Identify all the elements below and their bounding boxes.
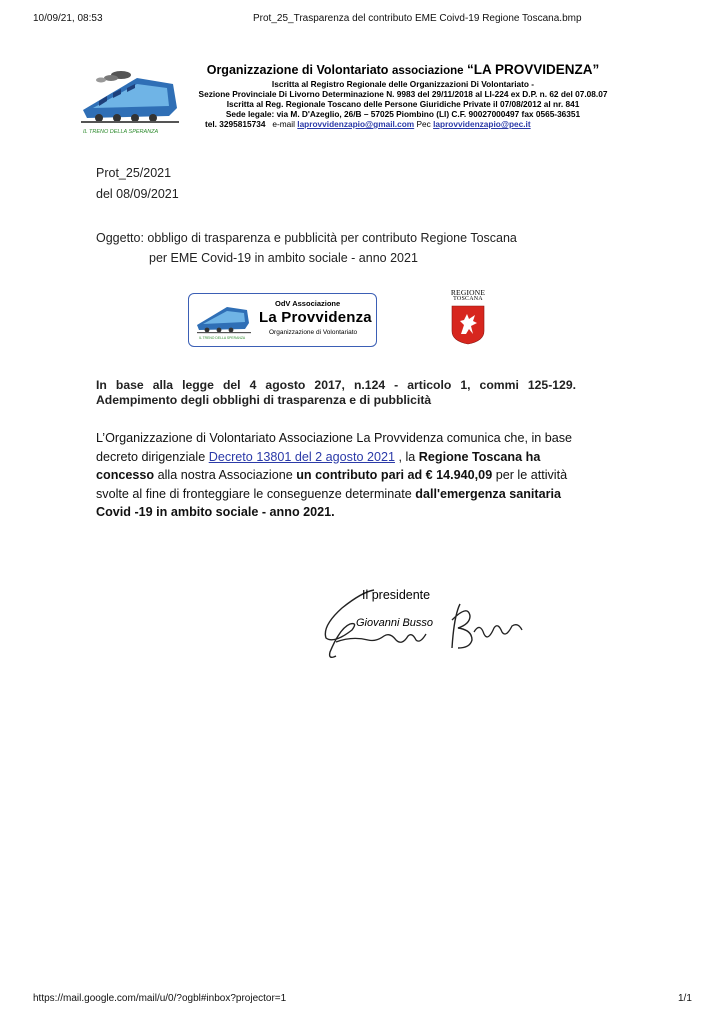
letterhead-email-label: e-mail [272,119,295,129]
print-url: https://mail.google.com/mail/u/0/?ogbl#inbox?projector=1 [33,993,287,1004]
subject-line1: Oggetto: obbligo di trasparenza e pubblicità per contributo Regione Toscana [96,231,517,245]
signature-role: Il presidente [362,588,431,602]
subject-block [96,228,517,268]
train-logo [77,66,183,138]
body-activities: per le attività svolte al fine di fronteggiare le conseguenze determinate [96,468,568,501]
logo-subtitle: Organizzazione di Volontariato [269,329,358,336]
protocol-date: del 08/09/2021 [96,187,179,201]
letterhead-line3: Iscritta al Reg. Regionale Toscano delle Persone Giuridiche Private il 07/08/2012 al nr. 841 [226,99,580,109]
body-associazione: alla nostra Associazione [157,468,293,483]
body-intro: L’Organizzazione di Volontariato Associazione La Provvidenza comunica che, in base decreto dirigenziale [96,431,573,464]
logo-name: La Provvidenza [259,309,372,326]
regione-toscana-logo [446,289,490,351]
decree-link[interactable]: Decreto 13801 del 2 agosto 2021 [208,449,395,464]
signature-name: Giovanni Busso [356,617,434,629]
body-amount: un contributo pari ad € 14.940,09 [296,468,493,483]
letterhead-line1: Iscritta al Registro Regionale delle Organizzazioni Di Volontariato - [271,79,535,89]
regione-text [446,289,490,303]
logo-odv-label: OdV Associazione [275,299,341,308]
pegasus-shield-icon [451,305,485,345]
print-page-number: 1/1 [678,993,692,1004]
email-link[interactable]: laprovvidenzapio@gmail.com [297,119,415,129]
signature-block [312,586,532,668]
pec-link[interactable]: laprovvidenzapio@pec.it [433,119,531,129]
body-paragraph [96,429,574,522]
subject-line2: per EME Covid-19 in ambito sociale - anno 2021 [149,251,418,265]
train-logo-icon [77,66,183,138]
body-la: , la [398,449,416,464]
legal-basis [96,378,576,408]
letterhead-tel: tel. 3295815734 [205,119,266,129]
body-regione: Regione Toscana [418,449,523,464]
letterhead-title [183,62,623,79]
la-provvidenza-logo [188,293,377,347]
letterhead-pec-label: Pec [416,119,431,129]
protocol-number: Prot_25/2021 [96,166,172,180]
regione-line1: REGIONE [450,288,486,297]
letterhead-contacts [183,119,623,129]
mini-train-icon [195,299,253,341]
legal-basis-line2: Adempimento degli obblighi di trasparenza e di pubblicità [96,393,432,407]
letterhead-line4: Sede legale: via M. D'Azeglio, 26/B – 57025 Piombino (LI) C.F. 90027000497 fax 0565-36351 [225,109,581,119]
mini-train-caption: IL TRENO DELLA SPERANZA [199,336,246,340]
legal-basis-line1: In base alla legge del 4 agosto 2017, n.124 - articolo 1, commi 125-129. [96,378,576,392]
body-emergency: dall'emergenza sanitaria Covid -19 in ambito sociale - anno 2021. [96,486,562,520]
body-concesso: ha concesso [96,449,541,483]
letterhead-title-prefix: Organizzazione di Volontariato [206,63,389,77]
letterhead-title-assoc: associazione [391,65,464,77]
print-document-title: Prot_25_Trasparenza del contributo EME Coivd-19 Regione Toscana.bmp [253,13,582,24]
letterhead [0,62,721,137]
protocol-block [96,163,179,205]
letterhead-line2: Sezione Provinciale Di Livorno Determinazione N. 9983 del 29/11/2018 al LI-224 ex D.P. n. 62 del 07.08.07 [198,89,608,99]
letterhead-text [183,62,623,129]
letterhead-title-name: “LA PROVVIDENZA” [467,62,600,77]
regione-line2: TOSCANA [453,296,483,302]
print-timestamp: 10/09/21, 08:53 [33,13,103,24]
train-logo-caption: IL TRENO DELLA SPERANZA [83,129,159,135]
